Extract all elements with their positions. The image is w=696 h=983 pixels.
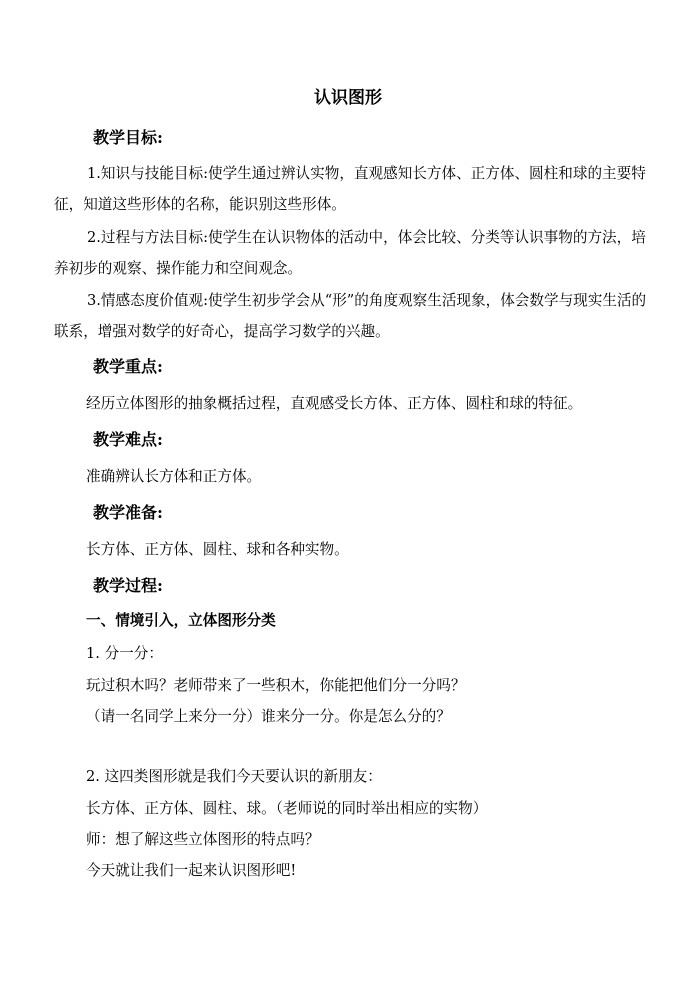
step-2-line-3: 今天就让我们一起来认识图形吧!	[86, 862, 297, 879]
step-1-question-1: 玩过积木吗？老师带来了一些积木，你能把他们分一分吗？	[86, 677, 466, 694]
preparation-text: 长方体、正方体、圆柱、球和各种实物。	[86, 541, 349, 558]
key-points-heading: 教学重点:	[93, 357, 163, 376]
key-points-text: 经历立体图形的抽象概括过程，直观感受长方体、正方体、圆柱和球的特征。	[86, 395, 583, 412]
difficulty-text: 准确辨认长方体和正方体。	[86, 468, 262, 485]
difficulty-heading: 教学难点:	[93, 430, 163, 449]
goal-3-paragraph: 3.情感态度价值观:使学生初步学会从“形”的角度观察生活现象，体会数学与现实生活的联系，增强对数学的好奇心，提高学习数学的兴趣。	[54, 292, 647, 340]
preparation-heading: 教学准备:	[93, 503, 163, 522]
step-1-question-2: （请一名同学上来分一分）谁来分一分。你是怎么分的？	[86, 708, 451, 725]
step-1-label: 1. 分一分：	[86, 645, 163, 662]
goal-2-paragraph: 2.过程与方法目标:使学生在认识物体的活动中，体会比较、分类等认识事物的方法，培养初步的观察、操作能力和空间观念。	[54, 229, 646, 277]
step-2-label: 2. 这四类图形就是我们今天要认识的新朋友：	[86, 768, 382, 785]
page-title: 认识图形	[314, 88, 382, 108]
step-2-line-2: 师：想了解这些立体图形的特点吗？	[86, 831, 320, 848]
goals-heading: 教学目标:	[93, 128, 163, 147]
goal-1-paragraph: 1.知识与技能目标:使学生通过辨认实物，直观感知长方体、正方体、圆柱和球的主要特征，知道这些形体的名称，能识别这些形体。	[54, 165, 646, 213]
section-1-heading: 一、情境引入，立体图形分类	[86, 612, 276, 629]
process-heading: 教学过程:	[93, 576, 163, 595]
step-2-line-1: 长方体、正方体、圆柱、球。（老师说的同时举出相应的实物）	[86, 800, 488, 817]
